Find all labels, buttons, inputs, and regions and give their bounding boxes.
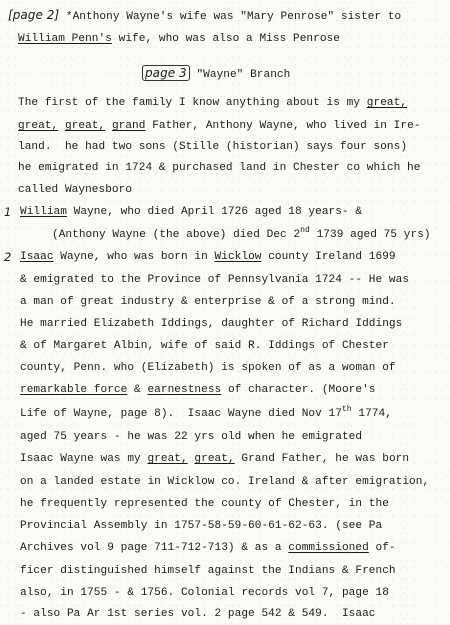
item2-line7: remarkable force & earnestness of character. (Moore's [20, 384, 376, 396]
item2-line12: he frequently represented the county of Chester, in the [20, 498, 389, 510]
item2-line13: Provincial Assembly in 1757-58-59-60-61-62-63. (see Pa [20, 520, 383, 532]
intro-line2: great, great, grand Father, Anthony Wayne, who lived in Ire- [18, 120, 421, 132]
intro-line1: The first of the family I know anything about is my great, [18, 97, 408, 109]
page3-header [142, 66, 290, 82]
item2-line14: Archives vol 9 page 711-712-713) & as a commissioned of- [20, 542, 396, 554]
item2-line9: aged 75 years - he was 22 yrs old when he emigrated [20, 431, 363, 443]
item1-number: 1 [4, 205, 12, 219]
item2-line10: Isaac Wayne was my great, great, Grand Father, he was born [20, 453, 410, 465]
intro-line4: he emigrated in 1724 & purchased land in Chester co which he [18, 162, 421, 174]
item1-line2: (Anthony Wayne (the above) died Dec 2nd 1739 aged 75 yrs) [52, 226, 431, 241]
page2-note-text: *Anthony Wayne's wife was "Mary Penrose" sister to [59, 11, 402, 23]
intro-line5: called Waynesboro [18, 184, 133, 196]
page2-note-line1 [8, 8, 401, 24]
item2-line6: county, Penn. who (Elizabeth) is spoken of as a woman of [20, 362, 396, 374]
item2-line8: Life of Wayne, page 8). Isaac Wayne died Nov 17th 1774, [20, 405, 392, 420]
item2-line4: He married Elizabeth Iddings, daughter of Richard Iddings [20, 318, 403, 330]
item1-line1: William Wayne, who died April 1726 aged 18 years- & [20, 206, 363, 218]
item2-line17: - also Pa Ar 1st series vol. 2 page 542 & 549. Isaac [20, 608, 376, 620]
page2-marker: [page 2] [8, 8, 60, 22]
intro-line3: land. he had two sons (Stille (historian) says four sons) [18, 141, 408, 153]
item2-line1: Isaac Wayne, who was born in Wicklow county Ireland 1699 [20, 251, 396, 263]
page3-marker: page 3 [142, 65, 190, 81]
item2-line5: & of Margaret Albin, wife of said R. Iddings of Chester [20, 340, 389, 352]
item2-line16: also, in 1755 - & 1756. Colonial records vol 7, page 18 [20, 587, 389, 599]
underlined-penn: William Penn's [18, 33, 112, 45]
page2-note-line2: William Penn's wife, who was also a Miss Penrose [18, 33, 340, 45]
item2-line2: & emigrated to the Province of Pennsylvania 1724 -- He was [20, 274, 410, 286]
item2-line3: a man of great industry & enterprise & of a strong mind. [20, 296, 396, 308]
branch-title: "Wayne" Branch [189, 69, 291, 81]
item2-line11: on a landed estate in Wicklow co. Ireland & after emigration, [20, 476, 430, 488]
item2-line15: ficer distinguished himself against the Indians & French [20, 565, 396, 577]
item2-number: 2 [4, 250, 12, 264]
